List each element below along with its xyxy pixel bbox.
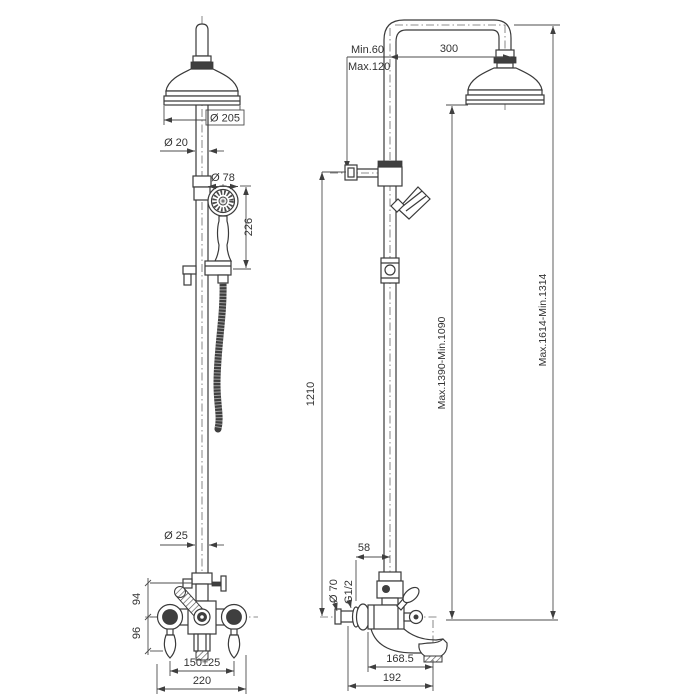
faucet-handle-right xyxy=(228,629,239,658)
holder-pivot xyxy=(345,165,357,180)
dim-rail-diameter xyxy=(160,530,224,545)
label-spout-reach: 168.5 xyxy=(386,653,414,665)
label-overall-height-range: Max.1614-Min.1314 xyxy=(537,273,549,367)
label-overall-depth: 192 xyxy=(382,672,402,684)
dim-handle-centers xyxy=(170,657,234,676)
label-connection-thread: G1/2 xyxy=(343,580,355,604)
label-hand-shower-diameter: Ø 78 xyxy=(211,172,235,184)
connection-labels xyxy=(328,579,355,611)
rail-slider-lever xyxy=(183,266,196,285)
label-riser-offset: 58 xyxy=(357,542,371,554)
hand-shower-side xyxy=(391,187,430,219)
hand-shower-holder xyxy=(205,261,231,275)
dim-pipe-diameter xyxy=(160,137,224,151)
label-overall-width: 220 xyxy=(192,675,212,687)
dim-head-height-range xyxy=(436,105,468,619)
label-head-height-range: Max.1390-Min.1090 xyxy=(436,316,448,410)
hand-shower-front xyxy=(205,186,238,283)
faucet-handle-left xyxy=(164,629,175,658)
label-dim-96: 96 xyxy=(131,626,143,640)
label-head-diameter: Ø 205 xyxy=(210,112,240,125)
label-rail-height: 1210 xyxy=(305,381,317,407)
dim-overall-height-range xyxy=(514,25,560,619)
front-view xyxy=(131,16,258,694)
label-dim-94: 94 xyxy=(131,592,143,606)
label-arm-reach: 300 xyxy=(439,43,459,55)
label-hand-shower-length: 226 xyxy=(243,217,255,237)
label-flange-diameter: Ø 70 xyxy=(328,579,340,603)
dim-horizontal-reach xyxy=(390,43,511,57)
label-handle-centers: 150±25 xyxy=(183,657,221,669)
label-top-adjust-max: Max.120 xyxy=(348,61,391,73)
shower-head-side xyxy=(466,50,544,104)
dim-rail-height xyxy=(305,172,346,616)
rail-slider-lock xyxy=(381,258,399,283)
label-pipe-diameter: Ø 20 xyxy=(164,137,188,149)
dim-head-diameter xyxy=(164,106,244,125)
faucet-front xyxy=(158,573,247,660)
hand-shower-hose xyxy=(217,283,223,429)
shower-head-front xyxy=(164,24,240,105)
supply-fitting xyxy=(192,573,212,584)
side-view xyxy=(305,20,560,691)
label-rail-diameter: Ø 25 xyxy=(164,530,188,542)
label-top-adjust-min: Min.60 xyxy=(351,44,385,56)
rail-slider-side xyxy=(345,161,402,186)
